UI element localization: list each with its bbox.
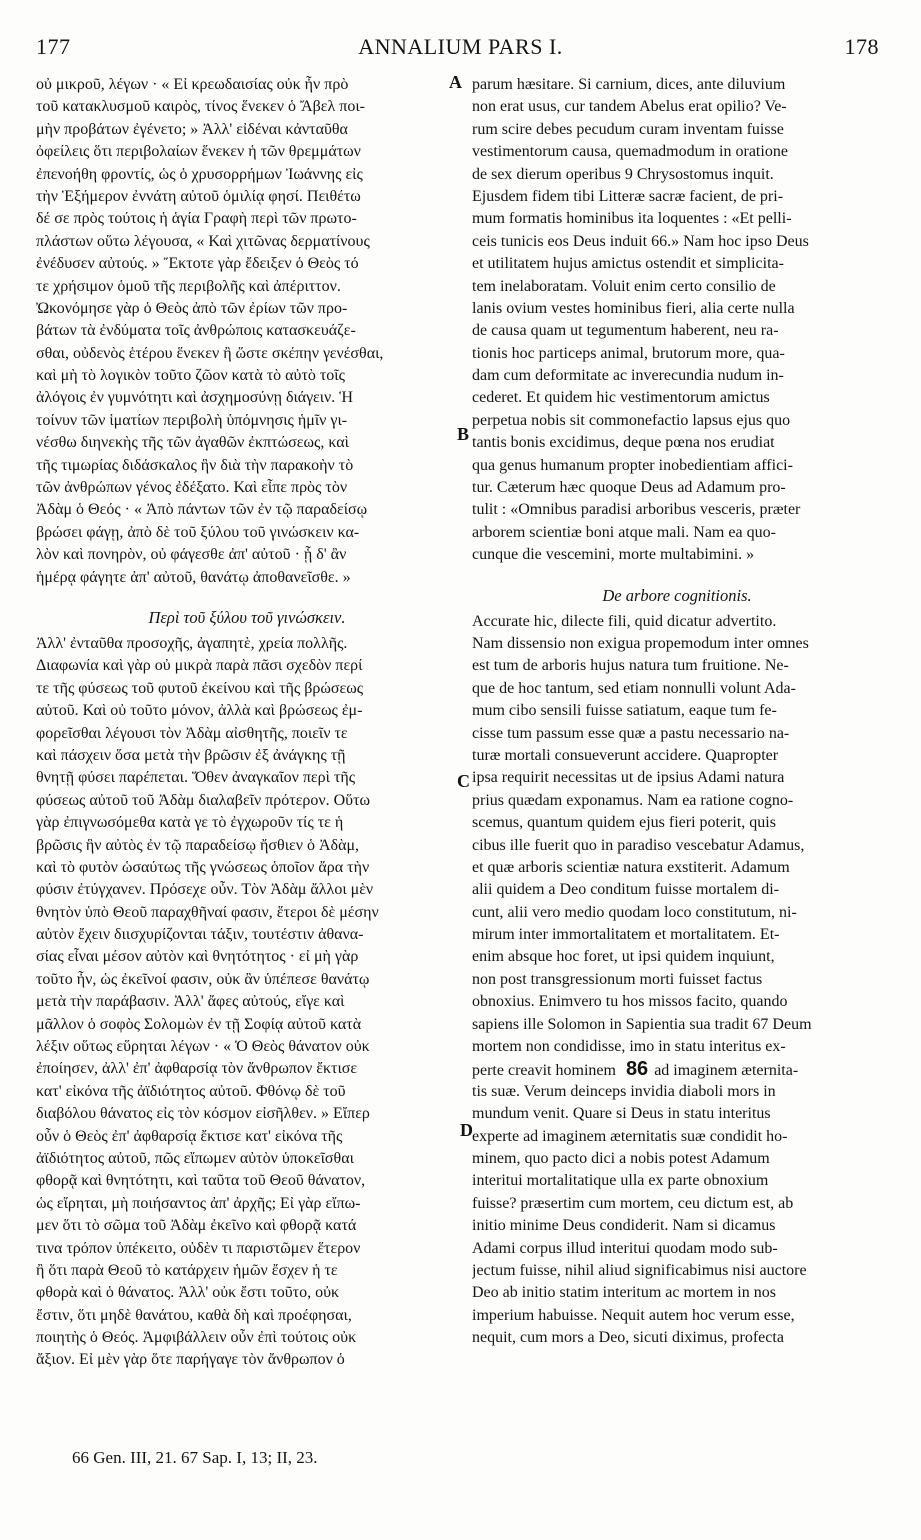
- text-line: tantis bonis excidimus, deque pœna nos erudiat: [472, 434, 775, 452]
- text-line: mundum venit. Quare si Deus in statu interitus: [472, 1105, 771, 1123]
- text-line: βρῶσις ἣν αὐτὸς ἐν τῷ παραδείσῳ ἤσθιεν ὁ Ἀδὰμ,: [36, 836, 360, 854]
- text-line: que de hoc tantum, sed etiam nonnulli volunt Ada-: [472, 679, 796, 697]
- text-line: καὶ πάσχειν ὅσα μετὰ τὴν βρῶσιν ἐξ ἀνάγκης τῇ: [36, 746, 346, 764]
- text-line: scemus, quantum quidem ejus fieri poterit, quis: [472, 814, 776, 832]
- text-line: tem inelaboratam. Voluit enim certo consilio de: [472, 277, 776, 295]
- text-line: λὸν καὶ πονηρὸν, οὐ φάγεσθε ἀπ' αὐτοῦ · ᾗ δ' ἂν: [36, 546, 347, 564]
- text-line: tulit : «Omnibus paradisi arboribus vesceris, præter: [472, 501, 801, 519]
- text-line: initio minime Deus condiderit. Nam si dicamus: [472, 1217, 776, 1235]
- text-line: vestimentorum causa, quemadmodum in oratione: [472, 143, 788, 161]
- text-line: tur. Cæterum hæc quoque Deus ad Adamum pro-: [472, 479, 786, 497]
- text-line: Accurate hic, dilecte fili, quid dicatur advertito.: [472, 612, 777, 630]
- text-line: βρώσει φάγῃ, ἀπὸ δὲ τοῦ ξύλου τοῦ γινώσκειν κα-: [36, 523, 360, 541]
- text-line: ἐπενοήθη φροντίς, ὡς ὁ χρυσορρήμων Ἰωάννης εἰς: [36, 165, 363, 183]
- text-line: minem, quo pacto dici a nobis potest Adamum: [472, 1149, 770, 1167]
- text-line: βάτων τὰ ἐνδύματα τοῖς ἀνθρώποις κατασκευάζε-: [36, 322, 356, 340]
- page-number-right: 178: [844, 34, 879, 59]
- text-line: Deo ab initio statim interitum ac mortem in nos: [472, 1284, 776, 1302]
- text-line: parum hæsitare. Si carnium, dices, ante diluvium: [472, 76, 786, 93]
- text-line: γὰρ ἐπιγνωσόμεθα κατὰ γε τὸ ἐγχωροῦν τίς τε ἡ: [36, 814, 344, 832]
- section-gap: [472, 567, 882, 581]
- text-line: ἐνέδυσεν αὐτούς. » Ἔκτοτε γὰρ ἔδειξεν ὁ Θεὸς τό: [36, 255, 359, 273]
- text-line: τινα τρόπον ὑπέκειτο, οὐδὲν τι παριστῶμεν ἕτερον: [36, 1239, 361, 1257]
- text-line: τε τῆς φύσεως τοῦ φυτοῦ ἐκείνου καὶ τῆς βρώσεως: [36, 679, 364, 697]
- text-line: rum scire debes pecudum curam inventam fuisse: [472, 120, 784, 138]
- text-line: non post transgressionum morti fuisset factus: [472, 970, 763, 988]
- text-line: θνητὸν ὑπὸ Θεοῦ παραχθῆναί φασιν, ἕτεροι δὲ μέσην: [36, 903, 379, 921]
- text-line: qua genus humanum propter inobedientiam affici-: [472, 456, 793, 474]
- text-line: ceis tunicis eos Deus induit 66.» Nam hoc ipso Deus: [472, 232, 809, 250]
- text-line: obnoxius. Enimvero tu hos missos facito, quando: [472, 993, 788, 1011]
- text-line: φθορᾷ καὶ θνητότητι, καὶ ταῦτα τοῦ Θεοῦ θάνατον,: [36, 1172, 366, 1190]
- text-line: nequit, cum mors a Deo, sicuti diximus, profecta: [472, 1329, 784, 1347]
- text-line: cibus ille fuerit quo in paradiso vescebatur Adamus,: [472, 836, 805, 854]
- text-line: ὀφείλεις ὅτι περιβολαίων ἕνεκεν ἡ τῶν θρεμμάτων: [36, 143, 361, 161]
- text-line: διαβόλου θάνατος εἰς τὸν κόσμον εἰσῆλθεν. » Εἴπερ: [36, 1105, 370, 1123]
- text-line: τοίνυν τῶν ἱματίων περιβολὴ ὑπόμνησις ἡμῖν γι-: [36, 411, 348, 429]
- text-line: mum cibo sensili fuisse satiatum, eaque tum fe-: [472, 702, 777, 720]
- text-line: turæ mortali consueverunt accidere. Quapropter: [472, 746, 779, 764]
- text-line: dam cum deformitate ac inverecundia nudum in-: [472, 367, 784, 385]
- text-line: non erat usus, cur tandem Abelus erat opilio? Ve-: [472, 98, 787, 116]
- text-line: τε χρήσιμον ὁμοῦ τῆς περιβολῆς καὶ ἀπέριττον.: [36, 277, 341, 295]
- text-line: κατ' εἰκόνα τῆς ἀϊδιότητος αὐτοῦ. Φθόνῳ δὲ τοῦ: [36, 1082, 346, 1100]
- text-line: lanis ovium vestes hominibus fieri, alia certe nulla: [472, 299, 795, 317]
- text-line: τὴν Ἑξήμερον ἐννάτη αὐτοῦ ὁμιλίᾳ φησί. Πειθέτω: [36, 187, 361, 205]
- text-line: cunt, alii vero medio quodam loco constitutum, ni-: [472, 903, 797, 921]
- text-line: Ὠκονόμησε γὰρ ὁ Θεὸς ἀπὸ τῶν ἐρίων τῶν προ-: [36, 299, 348, 317]
- text-line: enim absque hoc foret, ut ipsi quidem inquiunt,: [472, 948, 775, 966]
- text-line: καὶ μὴ τὸ λογικὸν τοῦτο ζῶον κατὰ τὸ αὐτὸ τοῖς: [36, 367, 345, 385]
- footnotes: 66 Gen. III, 21. 67 Sap. I, 13; II, 23.: [72, 1448, 318, 1467]
- text-line: αὐτοῦ. Καὶ οὐ τοῦτο μόνον, ἀλλὰ καὶ βρώσεως ἐμ-: [36, 702, 363, 720]
- text-line: ἡμέρᾳ φάγητε ἀπ' αὐτοῦ, θανάτῳ ἀποθανεῖσθε. »: [36, 568, 351, 586]
- text-line: cisse tum passum esse quæ a pastu necessario na-: [472, 724, 790, 742]
- section-title: Περὶ τοῦ ξύλου τοῦ γινώσκειν.: [148, 607, 346, 627]
- text-line: perte creavit hominem 86 ad imaginem æternita-: [472, 1058, 799, 1081]
- text-line: ὡς εἴρηται, μὴ ποιήσαντος ἀπ' ἀρχῆς; Εἰ γὰρ εἴπω-: [36, 1194, 361, 1212]
- text-line: καὶ τὸ φυτὸν ὡσαύτως τῆς γνώσεως ὁποῖον ἄρα τὴν: [36, 858, 370, 876]
- text-line: ἀϊδιότητος αὐτοῦ, πῶς εἴπωμεν αὐτὸν ὑποκεῖσθαι: [36, 1149, 354, 1167]
- latin-column: [472, 74, 882, 1349]
- text-line: νέσθω διηνεκὴς τῆς τῶν ἀγαθῶν ἐκπτώσεως, καὶ: [36, 434, 349, 452]
- section-title: De arbore cognitionis.: [602, 585, 752, 605]
- text-line: prius quædam exponamus. Nam ea ratione cogno-: [472, 791, 794, 809]
- text-line: ἢ ὅτι παρὰ Θεοῦ τὸ κατάρχειν ἡμῶν ἔσχεν ἡ τε: [36, 1261, 338, 1279]
- text-line: μετὰ τὴν παράβασιν. Ἀλλ' ἄφες αὐτούς, εἴγε καὶ: [36, 993, 345, 1011]
- text-line: experte ad imaginem æternitatis suæ condidit ho-: [472, 1127, 788, 1145]
- text-line: οὐ μικροῦ, λέγων · « Εἰ κρεωδαισίας οὐκ ἦν πρὸ: [36, 76, 349, 93]
- text-line: ποιητὴς ὁ Θεός. Ἀμφιβάλλειν οὖν ἐπὶ τούτοις οὐκ: [36, 1329, 357, 1347]
- text-line: fuisse? præsertim cum mortem, ceu dictum est, ab: [472, 1194, 794, 1212]
- running-title: ANNALIUM PARS I.: [358, 34, 563, 59]
- text-line: ἐποίησεν, ἀλλ' ἐπ' ἀφθαρσίᾳ τὸν ἄνθρωπον ἔκτισε: [36, 1060, 358, 1078]
- page-number-left: 177: [36, 34, 71, 59]
- text-line: θνητῇ φύσει παρέπεται. Ὅθεν ἀναγκαῖον περὶ τῆς: [36, 769, 356, 787]
- text-line: ἔστιν, ὅτι μηδὲ θανάτου, καθὰ δὴ καὶ προέφησαι,: [36, 1306, 352, 1324]
- text-line: tis suæ. Verum deinceps invidia diaboli mors in: [472, 1082, 776, 1100]
- text-line: Ἀδὰμ ὁ Θεός · « Ἀπὸ πάντων τῶν ἐν τῷ παραδείσῳ: [36, 501, 368, 519]
- text-line: de causa quam ut tegumentum haberent, neu ra-: [472, 322, 779, 340]
- text-line: Ejusdem fidem tibi Litteræ sacræ facient, de pri-: [472, 187, 784, 205]
- text-line: τοῦτο ἦν, ὡς ἐκεῖνοί φασιν, οὐκ ἂν ὑπέπεσε θανάτῳ: [36, 970, 370, 988]
- text-line: σθαι, οὐδενὸς ἑτέρου ἕνεκεν ἢ ὥστε σκέπην γενέσθαι,: [36, 344, 384, 362]
- text-line: φύσεως αὐτοῦ τοῦ Ἀδὰμ διαλαβεῖν πρότερον. Οὕτω: [36, 791, 371, 809]
- text-line: Adami corpus illud interitui quodam modo sub-: [472, 1239, 778, 1257]
- text-line: ἀλόγοις ἐν γυμνότητι καὶ ἀσχημοσύνῃ διάγειν. Ἡ: [36, 389, 353, 407]
- text-line: et quæ arboris scientiæ natura exstiterit. Adamum: [472, 858, 790, 876]
- margin-marker-a: A: [449, 72, 462, 92]
- greek-column: [36, 74, 458, 1372]
- text-line: ἄξιον. Εἰ μὲν γὰρ ὅτε παρήγαγε τὸν ἄνθρωπον ὁ: [36, 1351, 345, 1369]
- text-line: cederet. Et quidem hic vestimentorum amictus: [472, 389, 770, 407]
- text-line: imperium habuisse. Nequit autem hoc verum esse,: [472, 1306, 795, 1324]
- text-line: μᾶλλον ὁ σοφὸς Σολομὼν ἐν τῇ Σοφίᾳ αὐτοῦ κατὰ: [36, 1015, 362, 1033]
- text-line: πλάστων οὕτω λέγουσα, « Καὶ χιτῶνας δερματίνους: [36, 232, 370, 250]
- text-line: σίας εἶναι μέσον αὐτὸν καὶ θνητότητος · εἰ μὴ γὰρ: [36, 948, 359, 966]
- text-line: Διαφωνία καὶ γὰρ οὐ μικρὰ παρὰ πᾶσι σχεδὸν περί: [36, 657, 363, 675]
- inline-page-number: 86: [625, 1058, 649, 1081]
- text-line: de sex dierum operibus 9 Chrysostomus inquit.: [472, 165, 774, 183]
- text-line: τῆς τιμωρίας διδάσκαλος ἣν διὰ τὴν παρακοὴν τὸ: [36, 456, 354, 474]
- text-line: φθορὰ καὶ ὁ θάνατος. Ἀλλ' οὐκ ἔστι τοῦτο, οὐκ: [36, 1284, 340, 1302]
- text-line: arborem scientiæ boni atque mali. Nam ea quo-: [472, 523, 776, 541]
- text-line: et utilitatem hujus amictus ostendit et simplicita-: [472, 255, 784, 273]
- text-line: perpetua nobis sit commonefactio lapsus ejus quo: [472, 411, 791, 429]
- text-line: mirum inter immortalitatem et mortalitatem. Et-: [472, 926, 780, 944]
- text-line: tionis hoc particeps animal, brutorum more, qua-: [472, 344, 785, 362]
- text-line: δέ σε πρὸς τούτοις ἡ ἁγία Γραφὴ περὶ τῶν πρωτο-: [36, 210, 357, 228]
- text-line: cunque die vescemini, morte multabimini. »: [472, 546, 755, 564]
- margin-marker-d: D: [460, 1120, 473, 1140]
- text-line: Nam dissensio non exigua propemodum inter omnes: [472, 634, 809, 652]
- text-line: sapiens ille Solomon in Sapientia sua tradit 67 Deum: [472, 1015, 812, 1033]
- margin-marker-b: B: [457, 424, 470, 444]
- text-line: τῶν ἀνθρώπων γένος ἐδέξατο. Καὶ εἶπε πρὸς τὸν: [36, 479, 348, 497]
- text-line: μὴν προβάτων ἐγένετο; » Ἀλλ' εἰδέναι κἀνταῦθα: [36, 120, 348, 138]
- text-line: mortem non condidisse, imo in statu interitus ex-: [472, 1038, 786, 1056]
- text-line: οὖν ὁ Θεὸς ἐπ' ἀφθαρσίᾳ ἔκτισε κατ' εἰκόνα τῆς: [36, 1127, 343, 1145]
- text-line: λέξιν οὕτως εὕρηται λέγων · « Ὁ Θεὸς θάνατον οὐκ: [36, 1038, 370, 1056]
- text-line: ipsa requirit necessitas ut de ipsius Adami natura: [472, 769, 785, 787]
- text-line: τοῦ κατακλυσμοῦ καιρὸς, τίνος ἕνεκεν ὁ Ἄβελ ποι-: [36, 98, 365, 116]
- text-line: φύσιν ἐτύγχανεν. Πρόσεχε οὖν. Τὸν Ἀδὰμ ἄλλοι μὲν: [36, 881, 374, 899]
- text-line: Ἀλλ' ἐνταῦθα προσοχῆς, ἀγαπητὲ, χρεία πολλῆς.: [36, 634, 348, 652]
- text-line: φορεῖσθαι λέγουσι τὸν Ἀδὰμ αἰσθητῆς, ποιεῖν τε: [36, 724, 348, 742]
- text-line: jectum fuisse, nihil aliud significabimus nisi auctore: [472, 1261, 807, 1279]
- section-gap: [36, 589, 458, 603]
- text-line: alii quidem a Deo conditum fuisse mortalem di-: [472, 881, 780, 899]
- text-line: μεν ὅτι τὸ σῶμα τοῦ Ἀδὰμ ἐκεῖνο καὶ φθορᾷ κατά: [36, 1217, 357, 1235]
- margin-marker-c: C: [457, 771, 470, 791]
- text-line: mum formatis hominibus ita loquentes : «Et pelli-: [472, 210, 792, 228]
- text-line-tail: ad imaginem æternita-: [654, 1062, 799, 1080]
- text-line: αὐτὸν ἔχειν διισχυρίζονται τάξιν, τουτέστιν ἀθανα-: [36, 926, 364, 944]
- text-line: est tum de arboris hujus natura tum fruitione. Ne-: [472, 657, 789, 675]
- text-line: interitui mortalitatique ulla ex parte obnoxium: [472, 1172, 769, 1190]
